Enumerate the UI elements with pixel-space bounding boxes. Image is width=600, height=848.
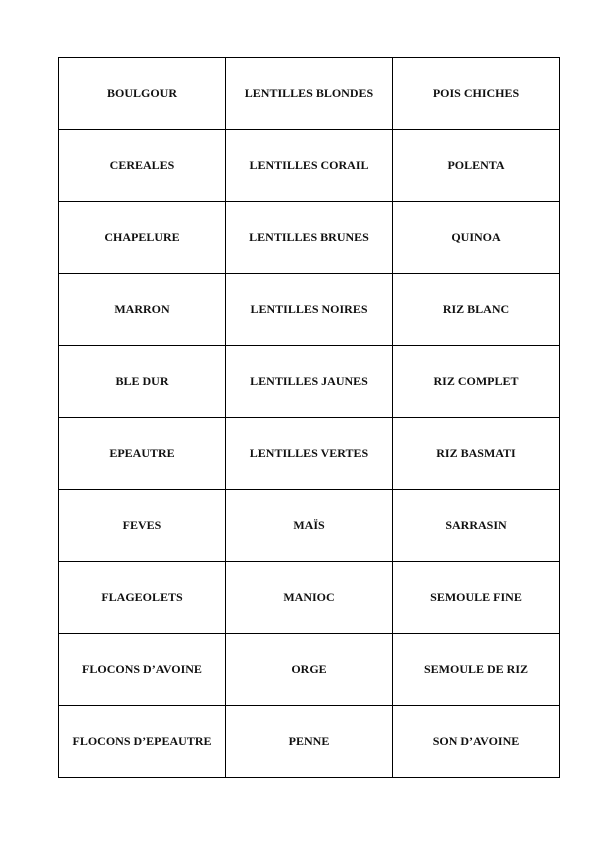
label-cell: SEMOULE FINE xyxy=(393,562,560,634)
label-cell: MARRON xyxy=(59,274,226,346)
label-cell: FLOCONS D’AVOINE xyxy=(59,634,226,706)
label-cell: LENTILLES CORAIL xyxy=(226,130,393,202)
label-row xyxy=(59,58,560,130)
label-cell: MAÏS xyxy=(226,490,393,562)
label-row xyxy=(59,562,560,634)
label-cell: SEMOULE DE RIZ xyxy=(393,634,560,706)
label-row xyxy=(59,274,560,346)
label-row xyxy=(59,202,560,274)
label-cell: LENTILLES VERTES xyxy=(226,418,393,490)
label-cell: RIZ BASMATI xyxy=(393,418,560,490)
label-row xyxy=(59,130,560,202)
label-cell: FLAGEOLETS xyxy=(59,562,226,634)
label-row xyxy=(59,346,560,418)
label-cell: LENTILLES BRUNES xyxy=(226,202,393,274)
label-cell: CEREALES xyxy=(59,130,226,202)
label-cell: EPEAUTRE xyxy=(59,418,226,490)
label-cell: POLENTA xyxy=(393,130,560,202)
label-cell: PENNE xyxy=(226,706,393,778)
label-cell: LENTILLES NOIRES xyxy=(226,274,393,346)
label-cell: FEVES xyxy=(59,490,226,562)
label-cell: LENTILLES JAUNES xyxy=(226,346,393,418)
label-cell: QUINOA xyxy=(393,202,560,274)
label-cell: LENTILLES BLONDES xyxy=(226,58,393,130)
label-row xyxy=(59,706,560,778)
label-cell: CHAPELURE xyxy=(59,202,226,274)
label-cell: RIZ BLANC xyxy=(393,274,560,346)
label-cell: RIZ COMPLET xyxy=(393,346,560,418)
label-cell: SON D’AVOINE xyxy=(393,706,560,778)
label-cell: MANIOC xyxy=(226,562,393,634)
label-cell: BOULGOUR xyxy=(59,58,226,130)
label-row xyxy=(59,490,560,562)
label-row xyxy=(59,418,560,490)
label-cell: POIS CHICHES xyxy=(393,58,560,130)
label-cell: ORGE xyxy=(226,634,393,706)
label-grid xyxy=(58,57,560,778)
label-cell: SARRASIN xyxy=(393,490,560,562)
label-row xyxy=(59,634,560,706)
label-cell: BLE DUR xyxy=(59,346,226,418)
label-cell: FLOCONS D’EPEAUTRE xyxy=(59,706,226,778)
